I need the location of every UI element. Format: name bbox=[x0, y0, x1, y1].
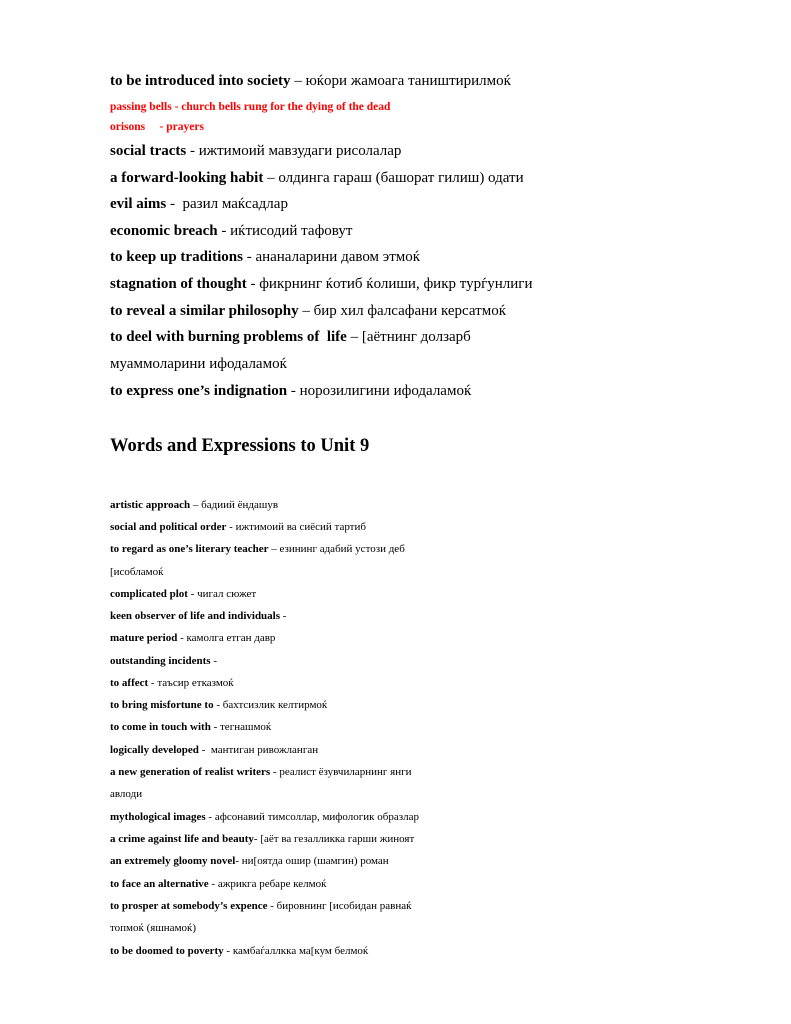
entry-term: social tracts bbox=[110, 143, 187, 159]
glossary-entry bbox=[110, 170, 524, 187]
entry-separator: – bbox=[290, 73, 306, 89]
entry-separator: - bbox=[148, 677, 158, 689]
entry-separator: – bbox=[298, 303, 314, 319]
entry-term: outstanding incidents bbox=[110, 655, 211, 667]
entry-definition: бадиий ёндашув bbox=[201, 499, 279, 511]
entry-term: to prosper at somebody’s expence bbox=[110, 900, 268, 912]
entry-term: stagnation of thought bbox=[110, 276, 247, 292]
glossary-entry-continuation bbox=[110, 356, 287, 373]
entry-definition: [аёт ва гезалликка гарши жиноят bbox=[260, 833, 415, 845]
entry-definition: афсонавий тимсоллар, мифологик образлар bbox=[214, 811, 419, 823]
entry-separator: - bbox=[177, 632, 187, 644]
entry-term: to come in touch with bbox=[110, 721, 211, 733]
entry-term: to keep up traditions bbox=[110, 249, 243, 265]
glossary-entry bbox=[110, 855, 389, 867]
entry-separator: - bbox=[210, 655, 217, 667]
entry-definition: ананаларини давом этмоќ bbox=[255, 249, 421, 265]
entry-term: complicated plot bbox=[110, 588, 188, 600]
entry-definition: ижтимоий ва сиёсий тартиб bbox=[235, 521, 366, 533]
entry-separator: - bbox=[242, 249, 256, 265]
entry-definition: ижтимоий мавзудаги рисолалар bbox=[198, 143, 402, 159]
glossary-entry bbox=[110, 249, 420, 266]
entry-term: orisons bbox=[110, 121, 146, 133]
entry-separator: - bbox=[198, 744, 211, 756]
entry-term: to express one’s indignation bbox=[110, 383, 288, 399]
entry-term: to regard as one’s literary teacher bbox=[110, 543, 269, 555]
entry-separator: - bbox=[174, 101, 182, 113]
entry-separator: – bbox=[190, 499, 202, 511]
entry-term: mature period bbox=[110, 632, 178, 644]
glossary-entry bbox=[110, 878, 326, 890]
entry-term: evil aims bbox=[110, 196, 167, 212]
entry-separator: - bbox=[223, 945, 233, 957]
entry-definition: юќори жамоага таништирилмоќ bbox=[305, 73, 511, 89]
entry-term: to deel with burning problems of life bbox=[110, 329, 347, 345]
glossary-entry bbox=[110, 196, 288, 213]
entry-separator: - bbox=[280, 610, 287, 622]
entry-separator: - bbox=[235, 855, 242, 867]
glossary-entry bbox=[110, 610, 286, 622]
entry-term: social and political order bbox=[110, 521, 227, 533]
glossary-entry-red bbox=[110, 121, 204, 133]
entry-definition: мантиган ривожланган bbox=[210, 744, 319, 756]
entry-term: to bring misfortune to bbox=[110, 699, 214, 711]
entry-term: economic breach bbox=[110, 223, 218, 239]
entry-definition: муаммоларини ифодаламоќ bbox=[110, 356, 287, 372]
entry-separator: – bbox=[346, 329, 362, 345]
entry-term: to reveal a similar philosophy bbox=[110, 303, 299, 319]
glossary-entry-continuation bbox=[110, 566, 163, 578]
entry-separator: - bbox=[186, 143, 199, 159]
glossary-entry bbox=[110, 699, 327, 711]
entry-definition: норозилигини ифодаламоќ bbox=[299, 383, 472, 399]
entry-term: keen observer of life and individuals bbox=[110, 610, 281, 622]
glossary-entry bbox=[110, 543, 405, 555]
entry-definition: [исобламоќ bbox=[110, 566, 164, 578]
entry-definition: езининг адабий устози деб bbox=[279, 543, 405, 555]
glossary-entry bbox=[110, 383, 471, 400]
entry-term: to be introduced into society bbox=[110, 73, 291, 89]
entry-term: artistic approach bbox=[110, 499, 191, 511]
entry-separator: – bbox=[263, 170, 279, 186]
entry-definition: ажрикга ребаре келмоќ bbox=[217, 878, 327, 890]
entry-term: a forward-looking habit bbox=[110, 170, 264, 186]
glossary-entry bbox=[110, 143, 401, 160]
glossary-entry bbox=[110, 900, 411, 912]
entry-term: to face an alternative bbox=[110, 878, 209, 890]
entry-definition: камбаѓаллкка ма[кум белмоќ bbox=[232, 945, 369, 957]
entry-definition: авлоди bbox=[110, 788, 143, 800]
glossary-entry bbox=[110, 73, 511, 90]
entry-definition: бировнинг [исобидан равнаќ bbox=[276, 900, 412, 912]
glossary-entry bbox=[110, 588, 256, 600]
entry-definition: топмоќ (яшнамоќ) bbox=[110, 922, 197, 934]
glossary-entry bbox=[110, 833, 414, 845]
entry-separator: - bbox=[208, 878, 218, 890]
glossary-entry bbox=[110, 329, 471, 346]
entry-separator: - bbox=[213, 699, 223, 711]
entry-definition: чигал сюжет bbox=[197, 588, 257, 600]
glossary-entry bbox=[110, 303, 506, 320]
entry-separator: - bbox=[287, 383, 300, 399]
entry-definition: разил маќсадлар bbox=[182, 196, 288, 212]
entry-definition: фикрнинг ќотиб ќолиши, фикр турѓунлиги bbox=[259, 276, 533, 292]
glossary-entry-red bbox=[110, 101, 390, 113]
entry-definition: камолга етган давр bbox=[186, 632, 276, 644]
entry-term: mythological images bbox=[110, 811, 206, 823]
glossary-entry-continuation bbox=[110, 922, 196, 934]
entry-term: to be doomed to poverty bbox=[110, 945, 224, 957]
glossary-entry bbox=[110, 744, 318, 756]
entry-term: an extremely gloomy novel bbox=[110, 855, 236, 867]
entry-separator: - bbox=[166, 196, 183, 212]
glossary-entry bbox=[110, 276, 532, 293]
glossary-entry bbox=[110, 677, 234, 689]
entry-separator: - bbox=[187, 588, 198, 600]
entry-definition: ни[оятда ошир (шамгин) роман bbox=[241, 855, 389, 867]
entry-separator: - bbox=[253, 833, 261, 845]
glossary-entry bbox=[110, 632, 275, 644]
entry-separator: - bbox=[246, 276, 260, 292]
entry-definition: бир хил фалсафани керсатмоќ bbox=[313, 303, 507, 319]
entry-definition: тегнашмоќ bbox=[220, 721, 272, 733]
entry-term: a new generation of realist writers bbox=[110, 766, 271, 778]
glossary-entry bbox=[110, 223, 352, 240]
entry-separator: - bbox=[217, 223, 231, 239]
glossary-entry-continuation bbox=[110, 788, 142, 800]
glossary-entry bbox=[110, 721, 271, 733]
glossary-entry bbox=[110, 811, 419, 823]
entry-separator: - bbox=[270, 766, 280, 778]
entry-definition: бахтсизлик келтирмоќ bbox=[222, 699, 328, 711]
entry-separator: - bbox=[226, 521, 236, 533]
entry-term: a crime against life and beauty bbox=[110, 833, 254, 845]
entry-term: to affect bbox=[110, 677, 149, 689]
entry-definition: реалист ёзувчиларнинг янги bbox=[279, 766, 412, 778]
glossary-entry bbox=[110, 521, 366, 533]
entry-separator: - bbox=[205, 811, 215, 823]
entry-separator: - bbox=[210, 721, 220, 733]
entry-separator: - bbox=[267, 900, 277, 912]
glossary-entry bbox=[110, 655, 217, 667]
entry-separator: - bbox=[145, 121, 167, 133]
glossary-entry bbox=[110, 945, 368, 957]
entry-definition: prayers bbox=[166, 121, 204, 133]
glossary-entry bbox=[110, 766, 411, 778]
entry-term: passing bells bbox=[110, 101, 175, 113]
entry-definition: иќтисодий тафовут bbox=[230, 223, 353, 239]
entry-term: logically developed bbox=[110, 744, 199, 756]
glossary-entry bbox=[110, 499, 278, 511]
section-heading: Words and Expressions to Unit 9 bbox=[110, 436, 370, 456]
entry-definition: [аётнинг долзарб bbox=[361, 329, 471, 345]
entry-separator: – bbox=[268, 543, 280, 555]
entry-definition: олдинга гараш (башорат гилиш) одати bbox=[278, 170, 524, 186]
entry-definition: таъсир етказмоќ bbox=[157, 677, 234, 689]
entry-definition: church bells rung for the dying of the dead bbox=[181, 101, 391, 113]
